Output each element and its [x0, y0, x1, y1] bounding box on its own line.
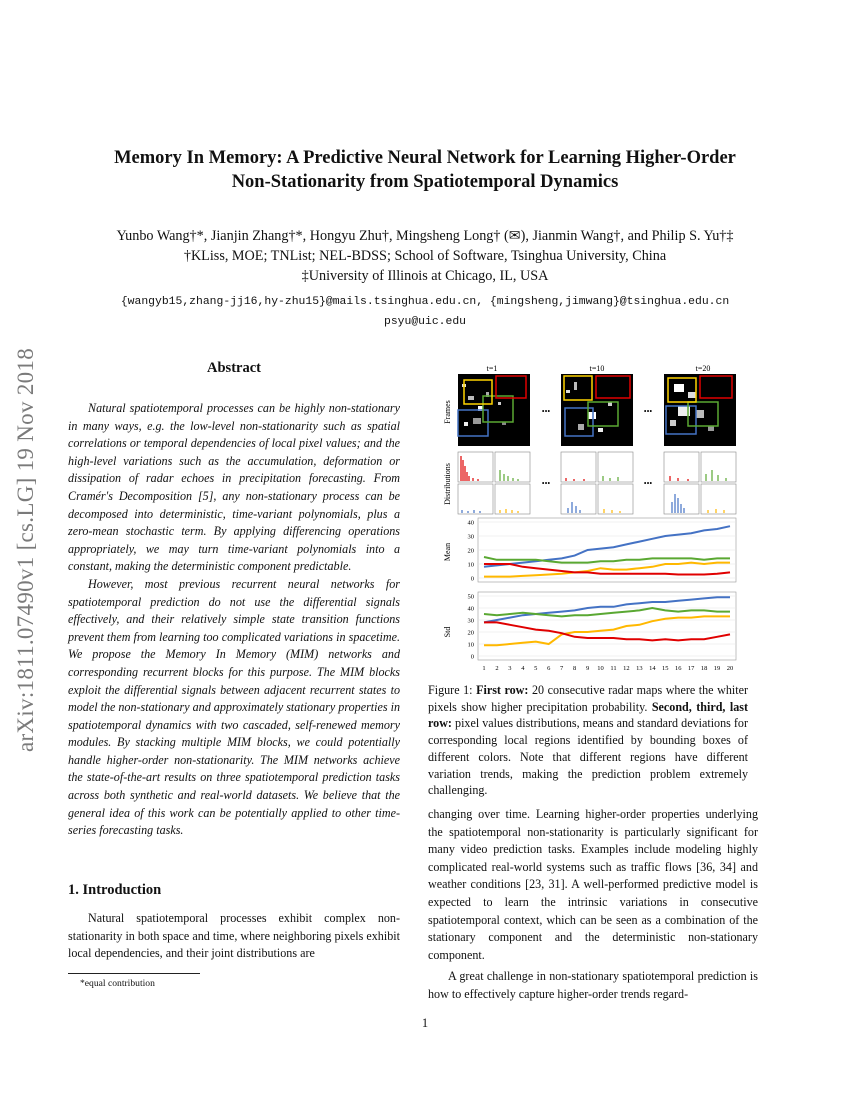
x-tick-label: 11 — [610, 665, 617, 672]
footnote: *equal contribution — [80, 978, 155, 989]
author-names: Yunbo Wang†*, Jianjin Zhang†*, Hongyu Zhu†, Mingsheng Long† (✉), Jianmin Wang†, and Philip S. Yu†‡ — [116, 228, 734, 244]
distributions-t1 — [458, 452, 530, 514]
x-tick-label: 19 — [713, 665, 721, 672]
x-tick-label: 9 — [585, 665, 590, 672]
y-tick-label: 30 — [467, 533, 474, 541]
y-tick-label: 40 — [467, 519, 474, 527]
x-tick-label: 20 — [726, 665, 734, 672]
row-label-std: Std — [443, 626, 452, 638]
row-label-distributions: Distributions — [443, 463, 452, 505]
x-tick-label: 6 — [547, 665, 551, 672]
x-tick-label: 15 — [662, 665, 669, 672]
caption-bold-1: First row: — [476, 683, 529, 697]
y-tick-label: 0 — [470, 653, 474, 661]
y-tick-label: 50 — [467, 593, 474, 601]
abstract-body — [68, 400, 400, 840]
y-tick-label: 10 — [467, 561, 474, 569]
x-tick-label: 8 — [573, 665, 577, 672]
row-label-frames: Frames — [443, 400, 452, 424]
x-tick-label: 16 — [674, 665, 682, 672]
abstract-paragraph-2: However, most previous recurrent neural networks for spatiotemporal prediction do not use the differential signals effectively, and their relatively simple state transition functions prevent them from learning too complicated variations in spacetime. We propose the Memory In Memory (MIM) networks and corresponding recurrent blocks for this purpose. The MIM blocks exploit the differential signals between adjacent recurrent states to model the non-stationary and approximately stationary properties in spatiotemporal dynamics with two cascaded, self-renewed memory modules. By stacking multiple MIM blocks, we could potentially handle higher-order non-stationarity. The MIM networks achieve the state-of-the-art results on three spatiotemporal prediction tasks across both synthetic and real-world datasets. We believe that the general idea of this work can be potentially applied to other time-series forecasting tasks. — [68, 576, 400, 838]
right-column-body — [428, 806, 758, 1004]
x-tick-label: 17 — [687, 665, 695, 672]
author-email-2: psyu@uic.edu — [383, 316, 467, 328]
x-tick-label: 14 — [649, 665, 656, 672]
right-paragraph-2: A great challenge in non-stationary spatiotemporal prediction is how to effectively capture higher-order trends regard- — [428, 969, 758, 1001]
author-block — [40, 226, 810, 332]
figure-1 — [438, 362, 743, 672]
time-label-2: t=10 — [589, 364, 605, 373]
figure-1-caption — [428, 682, 748, 799]
title-line-1: Memory In Memory: A Predictive Neural Network for Learning Higher-Order — [114, 148, 736, 168]
arxiv-id: arXiv:1811.07490v1 [cs.LG] 19 Nov 2018 — [13, 347, 38, 753]
x-tick-label: 7 — [560, 665, 564, 672]
y-tick-label: 10 — [467, 641, 474, 649]
caption-text-1: 20 consecutive radar maps where the whiter pixels show higher precipitation probability. — [428, 683, 748, 714]
time-label-1: t=1 — [486, 364, 498, 373]
time-label-3: t=20 — [695, 364, 711, 373]
frames-ellipsis-1: ••• — [541, 407, 551, 416]
distributions-ellipsis-1: ••• — [541, 479, 551, 488]
paper-title — [40, 146, 810, 194]
std-chart — [468, 592, 737, 672]
mean-chart — [468, 518, 737, 583]
frame-t10 — [561, 374, 633, 446]
affiliation-1: †KLiss, MOE; TNList; NEL-BDSS; School of Software, Tsinghua University, China — [183, 248, 667, 264]
introduction-body — [68, 910, 400, 963]
x-tick-label: 1 — [482, 665, 486, 672]
distributions-t20 — [664, 452, 736, 514]
frames-ellipsis-2: ••• — [643, 407, 653, 416]
y-tick-label: 40 — [467, 605, 474, 613]
y-tick-label: 0 — [470, 575, 474, 583]
x-tick-label: 18 — [700, 665, 708, 672]
page-number: 1 — [421, 1016, 429, 1030]
footnote-rule — [68, 973, 200, 974]
right-paragraph-1: changing over time. Learning higher-order properties underlying the spatiotemporal non-stationarity is particularly significant for many video prediction tasks. Examples include modeling highly complicated real-world systems such as traffic flows [36, 34] and weather conditions [23, 31]. A well-performed predictive model is expected to learn the intrinsic variations in consecutive spatiotemporal context, which can be seen as a combination of the stationary component and the deterministic non-stationary component. — [428, 807, 758, 962]
arxiv-stamp — [6, 290, 46, 810]
x-tick-label: 5 — [534, 665, 538, 672]
caption-text-2: pixel values distributions, means and standard deviations for corresponding local regions identified by bounding boxes of different colors. Note that different regions have different variation trends, making the prediction problem extremely challenging. — [428, 716, 748, 798]
x-tick-label: 2 — [495, 665, 499, 672]
intro-paragraph-1: Natural spatiotemporal processes exhibit complex non-stationarity in both space and time, where neighboring pixels exhibit local dependencies, and their joint distributions are — [68, 911, 400, 961]
caption-label: Figure 1: — [428, 683, 473, 697]
affiliation-2: ‡University of Illinois at Chicago, IL, USA — [301, 268, 549, 284]
author-emails: {wangyb15,zhang-jj16,hy-zhu15}@mails.tsinghua.edu.cn, {mingsheng,jimwang}@tsinghua.edu.cn — [120, 296, 730, 308]
title-line-2: Non-Stationarity from Spatiotemporal Dynamics — [231, 172, 619, 192]
abstract-paragraph-1: Natural spatiotemporal processes can be highly non-stationary in many ways, e.g. the low-level non-stationarity such as spatial correlations or temporal dependencies of local pixel values; and the high-level variations such as the accumulation, deformation or dissipation of radar echoes in precipitation forecasting. From Cramér's Decomposition [5], any non-stationary process can be decomposed into deterministic, time-variant polynomials, plus a zero-mean stochastic term. By applying differencing operations appropriately, we may turn time-variant polynomials into a constant, making the deterministic component predictable. — [68, 401, 400, 574]
caption-bold-2: Second, third, last row: — [428, 699, 748, 731]
section-heading-introduction: 1. Introduction — [68, 882, 162, 898]
frame-t1 — [458, 374, 530, 446]
x-tick-label: 3 — [508, 665, 512, 672]
row-label-mean: Mean — [443, 542, 452, 562]
x-tick-label: 12 — [623, 665, 630, 672]
x-tick-label: 4 — [521, 665, 525, 672]
frame-t20 — [664, 374, 736, 446]
x-tick-label: 10 — [597, 665, 604, 672]
x-tick-label: 13 — [636, 665, 643, 672]
distributions-t10 — [561, 452, 633, 514]
abstract-heading: Abstract — [207, 360, 261, 376]
y-tick-label: 20 — [467, 547, 474, 555]
y-tick-label: 20 — [467, 629, 474, 637]
distributions-ellipsis-2: ••• — [643, 479, 653, 488]
y-tick-label: 30 — [467, 617, 474, 625]
